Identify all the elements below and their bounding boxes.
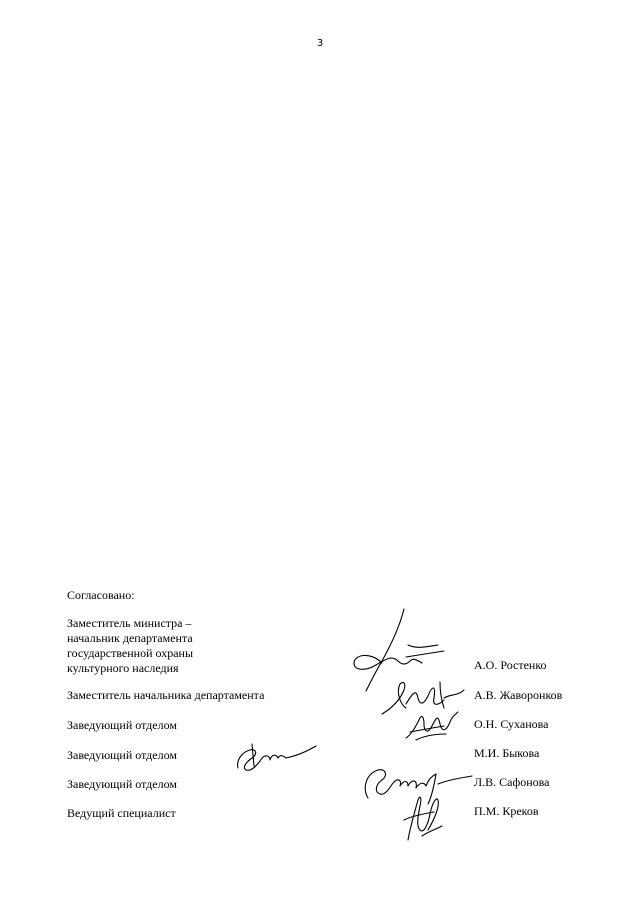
- position-line: Заместитель министра –: [67, 616, 192, 630]
- position-line: культурного наследия: [67, 661, 179, 675]
- agreed-heading: Согласовано:: [67, 588, 135, 602]
- page-number: 3: [316, 38, 324, 49]
- signature-sukhanova: [402, 704, 462, 744]
- position-line: Заместитель начальника департамента: [67, 688, 265, 702]
- signatory-name: П.М. Креков: [474, 804, 539, 818]
- signature-krekov: [398, 790, 448, 846]
- signatory-name: А.О. Ростенко: [474, 658, 547, 672]
- position-line: Заведующий отделом: [67, 718, 177, 732]
- signatory-name: О.Н. Суханова: [474, 717, 549, 731]
- position-line: Ведущий специалист: [67, 806, 176, 820]
- position-line: начальник департамента: [67, 631, 193, 645]
- signatory-name: Л.В. Сафонова: [474, 775, 550, 789]
- signature-bykova: [232, 738, 318, 774]
- position-line: Заведующий отделом: [67, 748, 177, 762]
- position-line: Заведующий отделом: [67, 777, 177, 791]
- signatory-name: А.В. Жаворонков: [474, 688, 563, 702]
- position-line: государственной охраны: [67, 646, 194, 660]
- signatory-name: М.И. Быкова: [474, 746, 540, 760]
